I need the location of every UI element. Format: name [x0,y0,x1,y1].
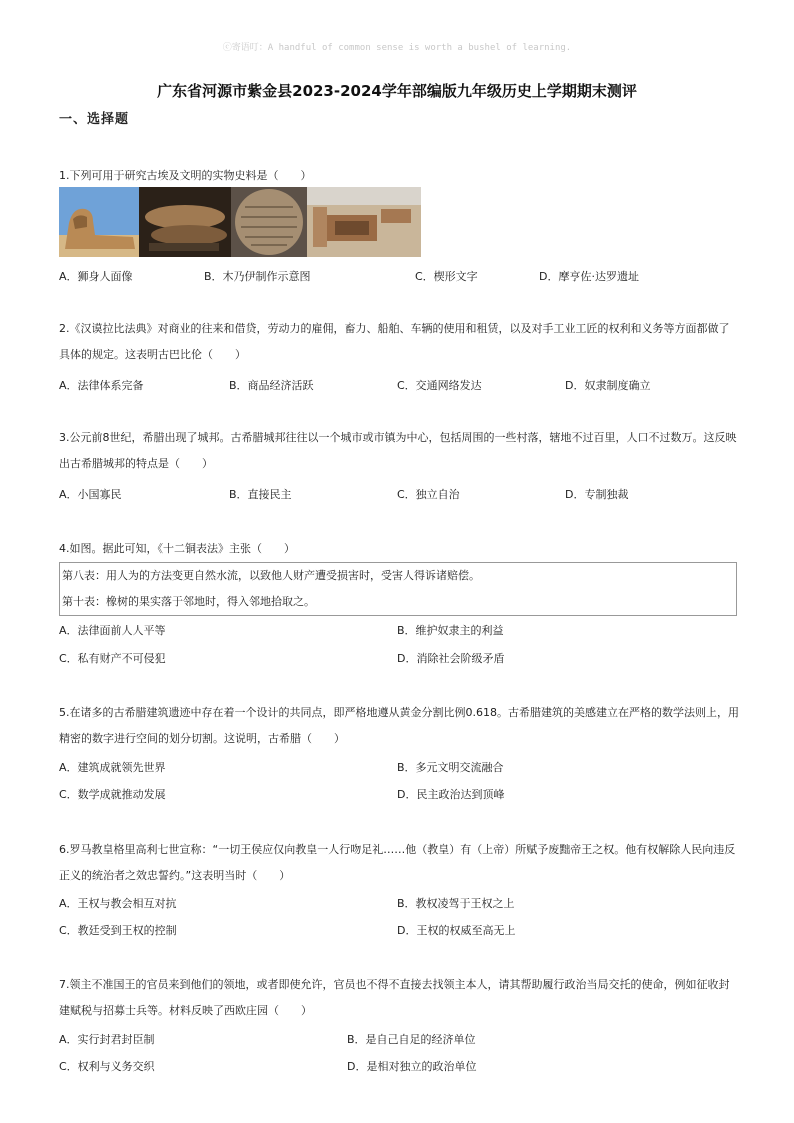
question-stem: 4.如图。据此可知，《十二铜表法》主张（ ） [59,542,295,555]
question-3-options [59,486,749,504]
ruins-image [307,187,421,257]
option-d[interactable]: D．消除社会阶级矛盾 [397,652,505,665]
option-b[interactable]: B．木乃伊制作示意图 [204,270,311,283]
question-6 [59,837,739,889]
law-table-10: 第十表：橡树的果实落于邻地时，得入邻地拾取之。 [62,595,315,608]
option-d[interactable]: D．奴隶制度确立 [565,379,651,392]
question-4-options-row2 [59,650,749,668]
cuneiform-tablet-image [231,187,307,257]
option-a[interactable]: A．建筑成就领先世界 [59,761,166,774]
option-b[interactable]: B．维护奴隶主的利益 [397,624,504,637]
question-stem: 6.罗马教皇格里高利七世宣称：“一切王侯应仅向教皇一人行吻足礼……他（教皇）有（上帝）所赋予废黜帝王之权。他有权解除人民向违反正义的统治者之效忠誓约。”这表明当时（ ） [59,843,736,882]
watermark: ⓒ寄语叮：A handful of common sense is worth a bushel of learning. [222,43,572,53]
option-a[interactable]: A．实行封君封臣制 [59,1033,155,1046]
option-c[interactable]: C．数学成就推动发展 [59,788,166,801]
question-7-options-row1 [59,1031,749,1049]
option-c[interactable]: C．独立自治 [397,488,460,501]
question-2-options [59,377,749,395]
question-1-images [59,187,421,257]
option-b[interactable]: B．直接民主 [229,488,292,501]
option-b[interactable]: B．多元文明交流融合 [397,761,504,774]
question-7-options-row2 [59,1058,749,1076]
question-7 [59,972,739,1024]
question-stem: 2.《汉谟拉比法典》对商业的往来和借贷，劳动力的雇佣，畜力、船舶、车辆的使用和租赁，以及对手工业工匠的权利和义务等方面都做了具体的规定。这表明古巴比伦（ ） [59,322,730,361]
option-a[interactable]: A．狮身人面像 [59,270,133,283]
question-1-options [59,268,749,286]
question-4-options-row1 [59,622,749,640]
question-stem: 3.公元前8世纪，希腊出现了城邦。古希腊城邦往往以一个城市或市镇为中心，包括周围的一些村落，辖地不过百里，人口不过数万。这反映出古希腊城邦的特点是（ ） [59,431,737,470]
question-5-options-row1 [59,759,749,777]
option-b[interactable]: B．是自己自足的经济单位 [347,1033,476,1046]
option-a[interactable]: A．王权与教会相互对抗 [59,897,177,910]
option-b[interactable]: B．商品经济活跃 [229,379,314,392]
law-table-8: 第八表：用人为的方法变更自然水流，以致他人财产遭受损害时，受害人得诉诸赔偿。 [62,569,480,582]
question-stem: 1.下列可用于研究古埃及文明的实物史料是（ ） [59,169,312,182]
option-d[interactable]: D．民主政治达到顶峰 [397,788,505,801]
option-c[interactable]: C．教廷受到王权的控制 [59,924,177,937]
question-6-options-row1 [59,895,749,913]
question-3 [59,425,739,477]
mummy-image [139,187,231,257]
question-1 [59,163,739,189]
option-d[interactable]: D．王权的权威至高无上 [397,924,516,937]
question-5 [59,700,739,752]
option-c[interactable]: C．楔形文字 [415,270,478,283]
question-4 [59,536,739,562]
option-d[interactable]: D．摩亨佐·达罗遗址 [539,270,639,283]
question-5-options-row2 [59,786,749,804]
question-2 [59,316,739,368]
option-c[interactable]: C．私有财产不可侵犯 [59,652,166,665]
section-heading: 一、选择题 [59,112,130,127]
option-d[interactable]: D．专制独裁 [565,488,629,501]
option-a[interactable]: A．法律面前人人平等 [59,624,166,637]
question-stem: 7.领主不准国王的官员来到他们的领地，或者即使允许，官员也不得不直接去找领主本人，请其帮助履行政治当局交托的使命，例如征收封建赋税与招募士兵等。材料反映了西欧庄园（ ） [59,978,730,1017]
option-a[interactable]: A．小国寡民 [59,488,122,501]
option-d[interactable]: D．是相对独立的政治单位 [347,1060,477,1073]
law-excerpt-box [59,562,737,616]
question-6-options-row2 [59,922,749,940]
question-stem: 5.在诸多的古希腊建筑遗迹中存在着一个设计的共同点，即严格地遵从黄金分割比例0.618。古希腊建筑的美感建立在严格的数学法则上，用精密的数字进行空间的划分切割。这说明，古希腊（ ） [59,706,739,745]
sphinx-image [59,187,139,257]
option-c[interactable]: C．权利与义务交织 [59,1060,155,1073]
option-a[interactable]: A．法律体系完备 [59,379,144,392]
page-title: 广东省河源市紫金县2023-2024学年部编版九年级历史上学期期末测评 [157,82,637,100]
option-c[interactable]: C．交通网络发达 [397,379,482,392]
option-b[interactable]: B．教权凌驾于王权之上 [397,897,515,910]
